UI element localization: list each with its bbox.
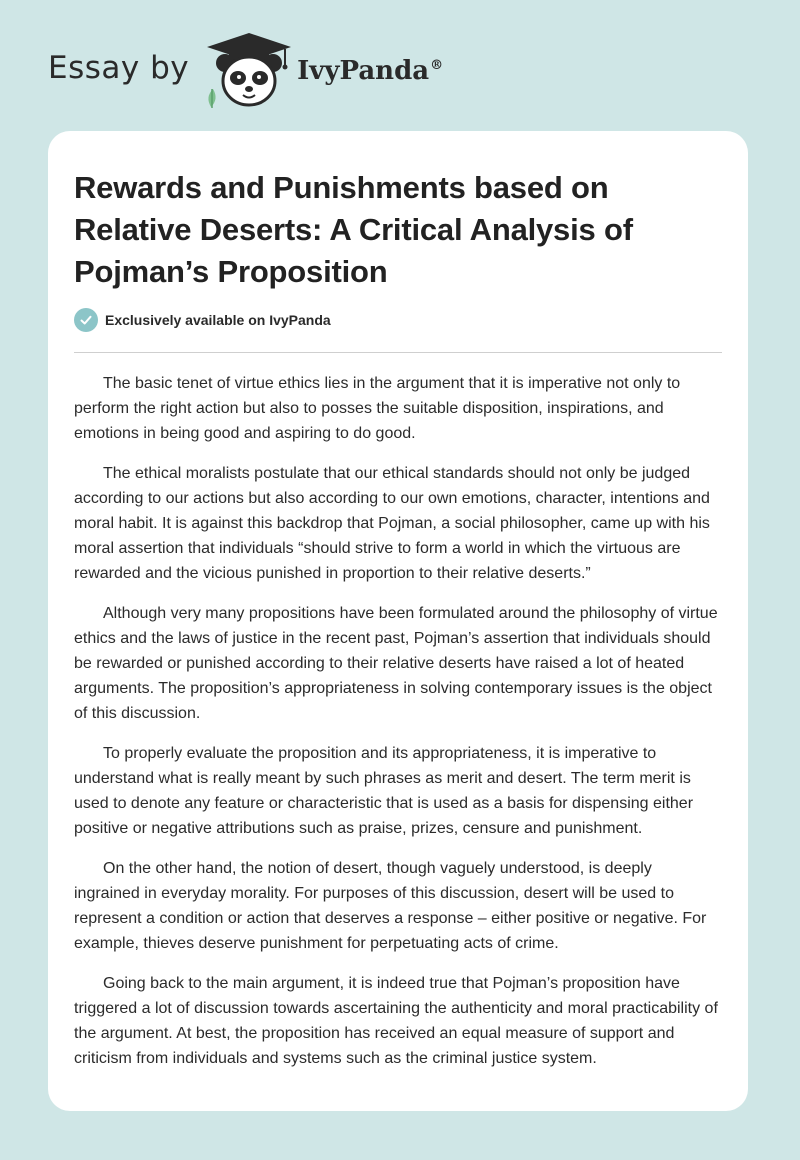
exclusive-badge [74, 307, 722, 333]
divider [74, 352, 722, 353]
panda-logo-icon[interactable] [203, 31, 295, 109]
essay-body [74, 371, 722, 1071]
brand-name[interactable] [297, 56, 443, 86]
essay-title: Rewards and Punishments based on Relative Deserts: A Critical Analysis of Pojman’s Proposition [74, 170, 633, 289]
paragraph-1: The basic tenet of virtue ethics lies in the argument that it is imperative not only to perform the right action but also to posses the suitable disposition, inspirations, and emotions in being good and aspiring to do good. [74, 375, 681, 442]
paragraph-5: On the other hand, the notion of desert, though vaguely understood, is deeply ingrained in everyday morality. For purposes of this discussion, desert will be used to represent a condition or action that deserves a response – either positive or negative. For example, thieves deserve punishment for perpetuating acts of crime. [74, 860, 707, 952]
paragraph-2: The ethical moralists postulate that our ethical standards should not only be judged according to our actions but also according to our own emotions, character, intentions and moral habit. It is against this backdrop that Pojman, a social philosopher, came up with his moral assertion that individuals “should strive to form a world in which the virtuous are rewarded and the vicious punished in proportion to their relative deserts.” [74, 465, 710, 582]
essay-by-label: Essay by [48, 50, 190, 86]
check-icon [74, 308, 98, 332]
registered-mark: ® [430, 58, 444, 74]
paragraph-4: To properly evaluate the proposition and its appropriateness, it is imperative to understand what is really meant by such phrases as merit and desert. The term merit is used to denote any feature or characteristic that is used as a basis for dispensing either positive or negative attributions such as praise, prizes, censure and punishment. [74, 745, 694, 837]
paragraph-3: Although very many propositions have been formulated around the philosophy of virtue ethics and the laws of justice in the recent past, Pojman’s assertion that individuals should be rewarded or punished according to their relative deserts have raised a lot of heated arguments. The proposition’s appropriateness in solving contemporary issues is the object of this discussion. [74, 605, 718, 722]
paragraph-6: Going back to the main argument, it is indeed true that Pojman’s proposition have triggered a lot of discussion towards ascertaining the authenticity and moral practicability of the argument. At best, the proposition has received an equal measure of support and criticism from individuals and systems such as the criminal justice system. [74, 975, 718, 1067]
exclusive-label: Exclusively available on IvyPanda [105, 312, 331, 328]
site-header [48, 30, 443, 110]
brand-name-text: IvyPanda [297, 56, 430, 86]
essay-card [48, 131, 748, 1111]
